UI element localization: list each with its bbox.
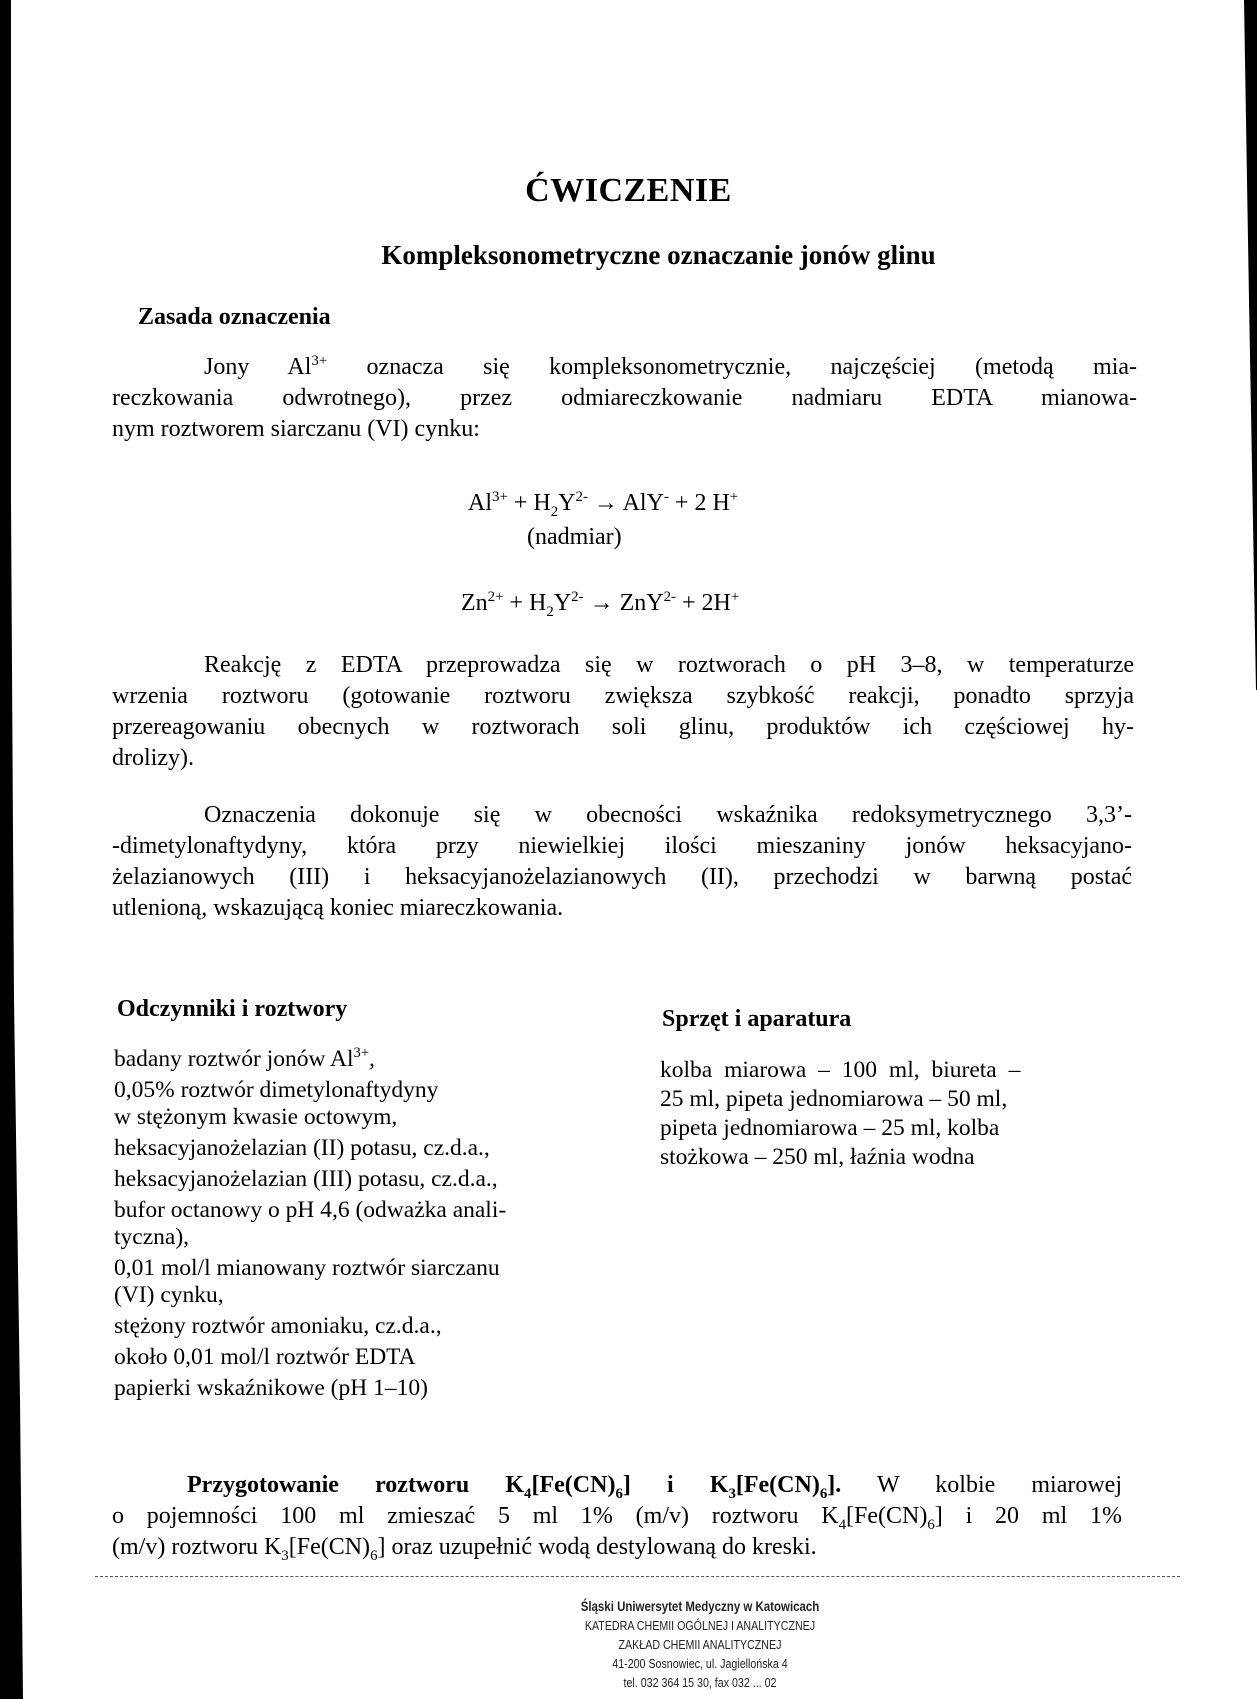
stamp-line: KATEDRA CHEMII OGÓLNEJ I ANALITYCZNEJ bbox=[584, 1618, 816, 1633]
equipment-list bbox=[660, 1056, 1020, 1172]
reagent-item: tyczna), bbox=[114, 1224, 190, 1250]
document-subtitle: Kompleksonometryczne oznaczanie jonów glinu bbox=[381, 240, 936, 270]
preparation-heading: Przygotowanie roztworu $K_4[Fe(CN)_6]$ i $K_3[Fe(CN)_6]$. bbox=[187, 1472, 842, 1502]
paragraph-line: o pojemności 100 ml zmieszać 5 ml 1% (m/v) roztworu $K_4[Fe(CN)_6]$ i 20 ml 1% bbox=[112, 1503, 1122, 1533]
equipment-line: stożkowa – 250 ml, łaźnia wodna bbox=[660, 1144, 975, 1170]
equipment-heading: Sprzęt i aparatura bbox=[662, 1006, 852, 1032]
equation-zinc: $Zn^{2+} + H_2Y^{2-} \to ZnY^{2-} + 2H^+$ bbox=[461, 589, 740, 620]
paragraph-line: wrzenia roztworu (gotowanie roztworu zwiększa szybkość reakcji, ponadto sprzyja bbox=[112, 683, 1134, 709]
equation-note-excess: (nadmiar) bbox=[527, 524, 622, 550]
equation-aluminium: $Al^{3+} + H_2Y^{2-} \to AlY^- + 2$ H+ bbox=[468, 489, 739, 520]
paragraph-line: Jony $Al^{3+}$ oznacza się kompleksonometrycznie, najczęściej (metodą mia- bbox=[204, 353, 1138, 380]
stamp-line: ZAKŁAD CHEMII ANALITYCZNEJ bbox=[618, 1637, 782, 1652]
paragraph-line: Przygotowanie roztworu $K_4[Fe(CN)_6]$ i $K_3[Fe(CN)_6]$. W kolbie miarowej bbox=[187, 1472, 1123, 1502]
reagent-item: 0,05% roztwór dimetylonaftydyny bbox=[114, 1077, 439, 1103]
paragraph-line: utlenioną, wskazującą koniec miareczkowania. bbox=[112, 895, 564, 921]
paragraph-line: -dimetylonaftydyny, która przy niewielkiej ilości mieszaniny jonów heksacyjano- bbox=[112, 833, 1132, 859]
stamp-line: 41-200 Sosnowiec, ul. Jagiellońska 4 bbox=[612, 1656, 788, 1671]
stamp-line: Śląski Uniwersytet Medyczny w Katowicach bbox=[580, 1598, 820, 1614]
reagent-item: stężony roztwór amoniaku, cz.d.a., bbox=[114, 1313, 442, 1339]
reagent-item: około 0,01 mol/l roztwór EDTA bbox=[114, 1344, 416, 1370]
reagent-item: badany roztwór jonów $Al^{3+}$, bbox=[114, 1045, 375, 1072]
equipment-line: kolba miarowa – 100 ml, biureta – bbox=[660, 1057, 1021, 1083]
paragraph-line: Reakcję z EDTA przeprowadza się w roztworach o pH 3–8, w temperaturze bbox=[204, 652, 1134, 678]
reagent-item: heksacyjanożelazian (III) potasu, cz.d.a., bbox=[114, 1166, 498, 1192]
equipment-line: 25 ml, pipeta jednomiarowa – 50 ml, bbox=[660, 1086, 1008, 1112]
paragraph-line: Oznaczenia dokonuje się w obecności wskaźnika redoksymetrycznego 3,3’- bbox=[204, 802, 1132, 828]
reagent-item: papierki wskaźnikowe (pH 1–10) bbox=[114, 1375, 428, 1401]
paragraph-preparation bbox=[112, 1470, 1122, 1563]
reagent-item: (VI) cynku, bbox=[114, 1282, 224, 1308]
paragraph-reaction-conditions bbox=[112, 650, 1134, 774]
paragraph-line: reczkowania odwrotnego), przez odmiareczkowanie nadmiaru EDTA mianowa- bbox=[112, 385, 1137, 411]
reaction-arrow-icon: → bbox=[589, 590, 614, 616]
scan-edge-right bbox=[1243, 0, 1257, 700]
reaction-arrow-icon: → bbox=[593, 490, 618, 516]
document-title: ĆWICZENIE bbox=[525, 172, 732, 209]
reagents-heading: Odczynniki i roztwory bbox=[117, 996, 348, 1022]
paragraph-line: nym roztworem siarczanu (VI) cynku: bbox=[112, 416, 480, 442]
paragraph-line: przereagowaniu obecnych w roztworach soli glinu, produktów ich częściowej hy- bbox=[112, 714, 1134, 740]
stamp-line: tel. 032 364 15 30, fax 032 ... 02 bbox=[623, 1675, 777, 1690]
reagents-list bbox=[114, 1044, 506, 1404]
paragraph-intro bbox=[112, 352, 1137, 445]
reagent-item: 0,01 mol/l mianowany roztwór siarczanu bbox=[114, 1255, 500, 1281]
equipment-line: pipeta jednomiarowa – 25 ml, kolba bbox=[660, 1115, 1000, 1141]
paragraph-line: drolizy). bbox=[112, 745, 194, 771]
section-heading-principle: Zasada oznaczenia bbox=[138, 304, 331, 330]
reagent-item: heksacyjanożelazian (II) potasu, cz.d.a., bbox=[114, 1135, 490, 1161]
paragraph-line: (m/v) roztworu $K_3[Fe(CN)_6]$ oraz uzupełnić wodą destylowaną do kreski. bbox=[112, 1534, 817, 1564]
reagent-item: w stężonym kwasie octowym, bbox=[114, 1104, 398, 1130]
paragraph-indicator bbox=[112, 800, 1132, 924]
institution-stamp bbox=[536, 1597, 864, 1692]
reagent-item: bufor octanowy o pH 4,6 (odważka anali- bbox=[114, 1197, 507, 1223]
paragraph-line: żelazianowych (III) i heksacyjanożelazianowych (II), przechodzi w barwną postać bbox=[112, 864, 1132, 890]
footer-divider bbox=[95, 1576, 1180, 1577]
